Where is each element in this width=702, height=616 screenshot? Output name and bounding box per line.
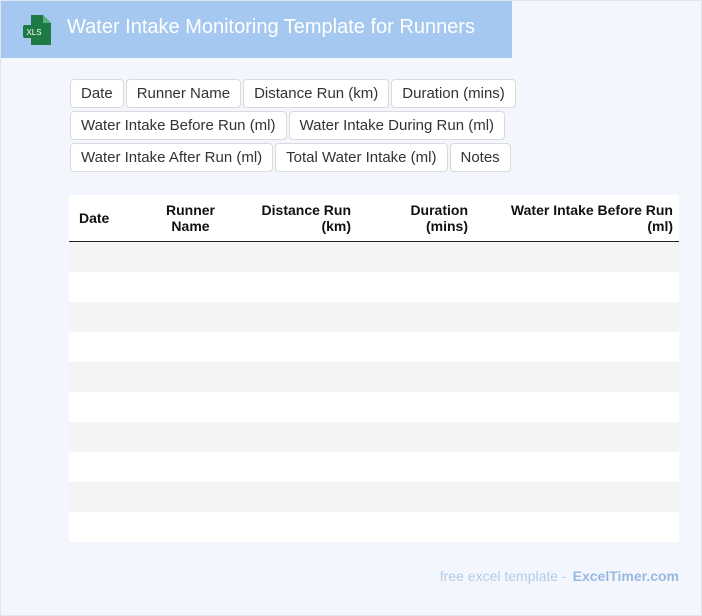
field-row-2 (70, 111, 530, 140)
xls-icon-label: XLS (26, 28, 42, 37)
field-chip-water-after: Water Intake After Run (ml) (70, 143, 273, 172)
field-chip-duration: Duration (mins) (391, 79, 516, 108)
field-row-1 (70, 79, 530, 108)
column-header-date: Date (79, 210, 110, 226)
field-chip-notes: Notes (450, 143, 511, 172)
table-row (69, 452, 679, 482)
field-chip-total-water: Total Water Intake (ml) (275, 143, 447, 172)
table-row (69, 512, 679, 542)
template-table (69, 195, 679, 542)
table-row (69, 392, 679, 422)
table-row (69, 362, 679, 392)
table-row (69, 422, 679, 452)
column-header-runner-name: Runner Name (166, 202, 215, 234)
field-chip-distance-run: Distance Run (km) (243, 79, 389, 108)
table-row (69, 332, 679, 362)
table-row (69, 302, 679, 332)
field-chip-date: Date (70, 79, 124, 108)
xls-file-icon (23, 15, 51, 45)
column-header-distance-run: Distance Run (km) (261, 202, 351, 234)
field-chip-water-during: Water Intake During Run (ml) (289, 111, 506, 140)
field-chip-runner-name: Runner Name (126, 79, 241, 108)
footer-brand-link[interactable]: ExcelTimer.com (572, 568, 679, 584)
page-header (1, 1, 512, 58)
footer-credit (440, 568, 679, 584)
field-chip-water-before: Water Intake Before Run (ml) (70, 111, 287, 140)
table-row (69, 272, 679, 302)
page-title: Water Intake Monitoring Template for Runners (67, 16, 475, 38)
table-row (69, 482, 679, 512)
field-row-3 (70, 143, 530, 172)
table-header (69, 195, 679, 242)
footer-prefix: free excel template - (439, 568, 567, 584)
field-list (70, 79, 530, 175)
column-header-water-before: Water Intake Before Run (ml) (510, 202, 673, 234)
table-row (69, 242, 679, 272)
table-body (69, 242, 679, 542)
column-header-duration: Duration (mins) (410, 202, 468, 234)
